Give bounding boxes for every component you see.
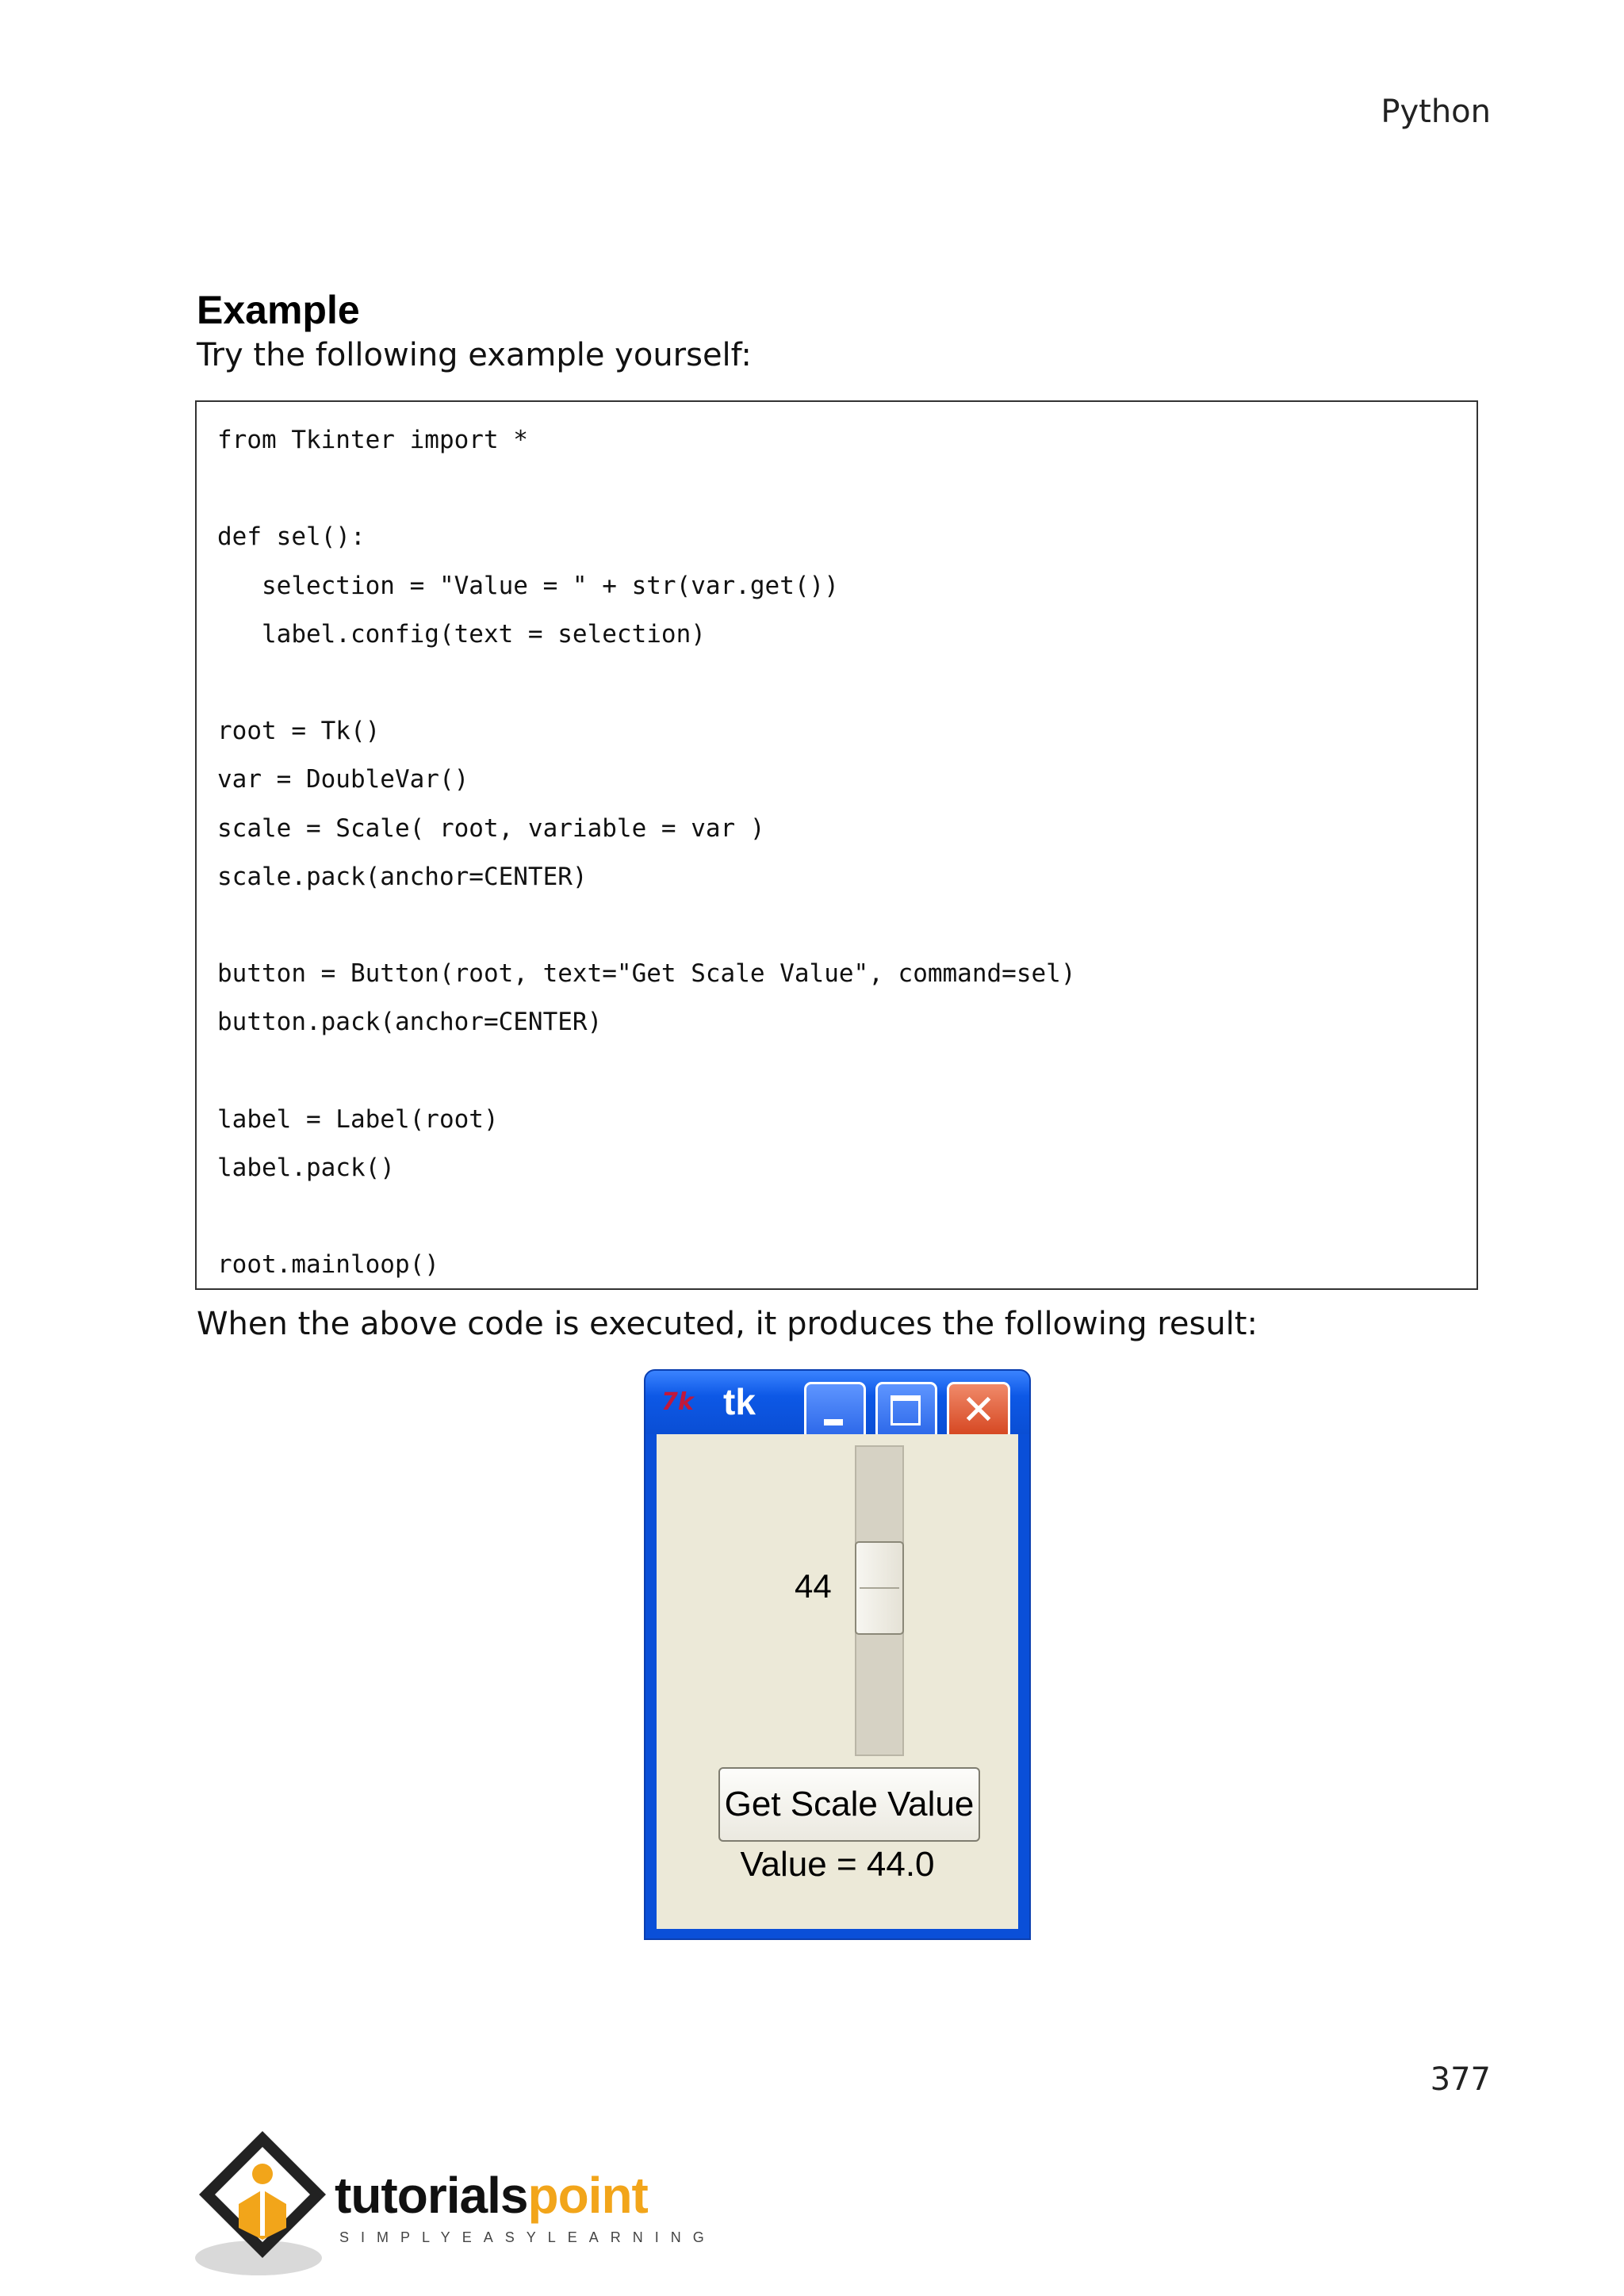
thumb-grip: [860, 1587, 899, 1589]
logo-emblem-icon: [195, 2125, 330, 2283]
page-number: 377: [1430, 2061, 1491, 2098]
tk-titlebar[interactable]: [645, 1371, 1029, 1434]
result-intro-text: When the above code is executed, it produces the following result:: [197, 1306, 1258, 1342]
close-button[interactable]: [947, 1382, 1010, 1441]
scale-slider-thumb[interactable]: [855, 1541, 904, 1635]
value-label: Value = 44.0: [740, 1845, 935, 1884]
tk-logo-icon: 7k: [661, 1388, 694, 1416]
intro-text: Try the following example yourself:: [197, 337, 752, 373]
logo-word-tutorials: tutorials: [335, 2167, 528, 2224]
tk-window: [644, 1369, 1031, 1940]
code-block: [195, 400, 1478, 1290]
code-text: from Tkinter import * def sel(): selection = "Value = " + str(var.get()) label.config(text = selection) root = Tk() var = DoubleVar() scale = Scale( root, variable = var ) scale.pack(anchor=CENTER) button = Button(root, text="Get Scale Value", command=sel) button.pack(anchor=CENTER) label = Label(root) label.pack() root.mainloop(): [217, 426, 1076, 1280]
logo-word-point: point: [527, 2167, 648, 2224]
logo-tagline: SIMPLYEASYLEARNING: [339, 2229, 716, 2245]
close-icon: ✕: [961, 1387, 996, 1434]
get-scale-value-button[interactable]: Get Scale Value: [718, 1767, 980, 1842]
scale-value-readout: 44: [795, 1567, 832, 1605]
minimize-button[interactable]: [804, 1382, 866, 1441]
minimize-icon: [824, 1419, 843, 1425]
tutorialspoint-logo: [195, 2125, 716, 2283]
window-title: tk: [723, 1381, 756, 1422]
logo-wordmark: [335, 2166, 648, 2225]
maximize-button[interactable]: [875, 1382, 937, 1441]
tk-client-area: [657, 1434, 1018, 1929]
maximize-icon: [891, 1395, 921, 1425]
running-header: Python: [1381, 94, 1491, 130]
section-title: Example: [197, 288, 360, 332]
